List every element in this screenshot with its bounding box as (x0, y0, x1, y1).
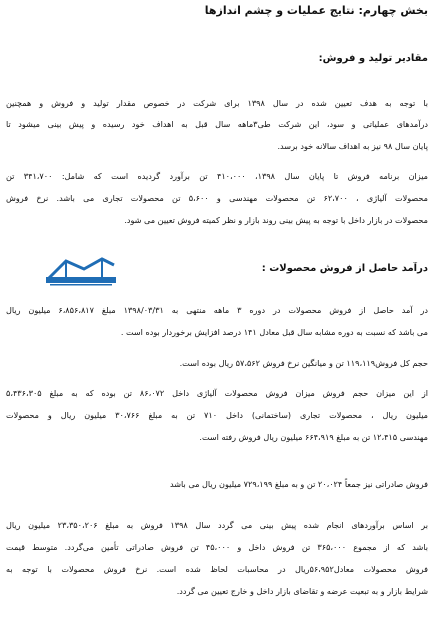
paragraph-line: میلیون ریال ، محصولات تجاری (ساختمانی) داخل ۷۱۰ تن به مبلغ ۳۰،۷۶۶ میلیون ریال و محصولات (6, 410, 428, 420)
paragraph-line: میزان برنامه فروش تا پایان سال ۱۳۹۸، ۴۱۰،۰۰۰ تن برآورد گردیده است که شامل: ۳۴۱،۷۰۰ تن (6, 171, 428, 181)
subsection-production-heading: مقادیر تولید و فروش: (318, 53, 428, 64)
paragraph-line: حجم کل فروش۱۱۹،۱۱۹ تن و میانگین نرخ فروش ۵۷،۵۶۲ ریال بوده است. (179, 358, 428, 368)
paragraph-line: باشد که از مجموع ۳۶۵،۰۰۰ تن فروش داخل و ۴۵،۰۰۰ تن فروش صادراتی تأمین می‌گردد. متوسط قیمت (6, 542, 428, 552)
paragraph-line: با توجه به هدف تعیین شده در سال ۱۳۹۸ برای شرکت در خصوص مقدار تولید و فروش و همچنین (6, 98, 428, 108)
paragraph-line: در آمد حاصل از فروش محصولات در دوره ۳ ماهه منتهی به ۱۳۹۸/۰۳/۳۱ مبلغ ۶،۸۵۶،۸۱۷ میلیون ریال (6, 305, 428, 315)
paragraph-line: می باشد که نسبت به دوره مشابه سال قبل معادل ۱۴۱ درصد افزایش برخوردار بوده است . (120, 327, 428, 337)
paragraph-line: از این میزان حجم فروش میزان فروش محصولات آلیاژی داخل ۸۶،۰۷۲ تن بوده که به مبلغ ۵،۴۳۶،۳۰۵ (6, 388, 428, 398)
paragraph-line: محصولات آلیاژی ، ۶۲،۷۰۰ تن محصولات مهندسی و ۵،۶۰۰ تن محصولات تجاری می باشد. نرخ فروش (6, 193, 428, 203)
watermark-logo (44, 257, 118, 287)
paragraph-line: پایان سال ۹۸ نیز به اهداف سالانه خود برسد. (277, 141, 428, 151)
paragraph-line: شرایط بازار و به تبعیت عرضه و تقاضای بازار داخل و خارج تعیین می گردد. (176, 586, 428, 596)
section-title: بخش چهارم: نتایج عملیات و چشم اندازها (204, 4, 428, 17)
paragraph-line: فروش محصولات معادل۵۶،۹۵۲ریال در محاسبات لحاظ شده است. نرخ فروش محصولات با توجه به (6, 564, 428, 574)
subsection-revenue-heading: درآمد حاصل از فروش محصولات : (261, 263, 428, 274)
paragraph-line: مهندسی ۱۲،۴۱۵ تن به مبلغ ۶۶۴،۹۱۹ میلیون ریال فروش رفته است. (199, 432, 428, 442)
paragraph-line: بر اساس برآوردهای انجام شده پیش بینی می گردد سال ۱۳۹۸ فروش به مبلغ ۲۳،۳۵۰،۲۰۶ میلیون ریال (6, 520, 428, 530)
paragraph-line: محصولات در بازار داخل با توجه به پیش بینی روند بازار و نظر کمیته فروش تعیین می شود. (124, 215, 428, 225)
paragraph-line: درآمدهای عملیاتی و سود، این شرکت طی۳ماهه سال قبل به اهداف خود رسیده و پیش بینی میشود تا (6, 119, 428, 129)
paragraph-line: فروش صادراتی نیز جمعاً ۲۰،۰۲۴ تن و به مبلغ ۷۲۹،۱۹۹ میلیون ریال می باشد (170, 479, 428, 489)
